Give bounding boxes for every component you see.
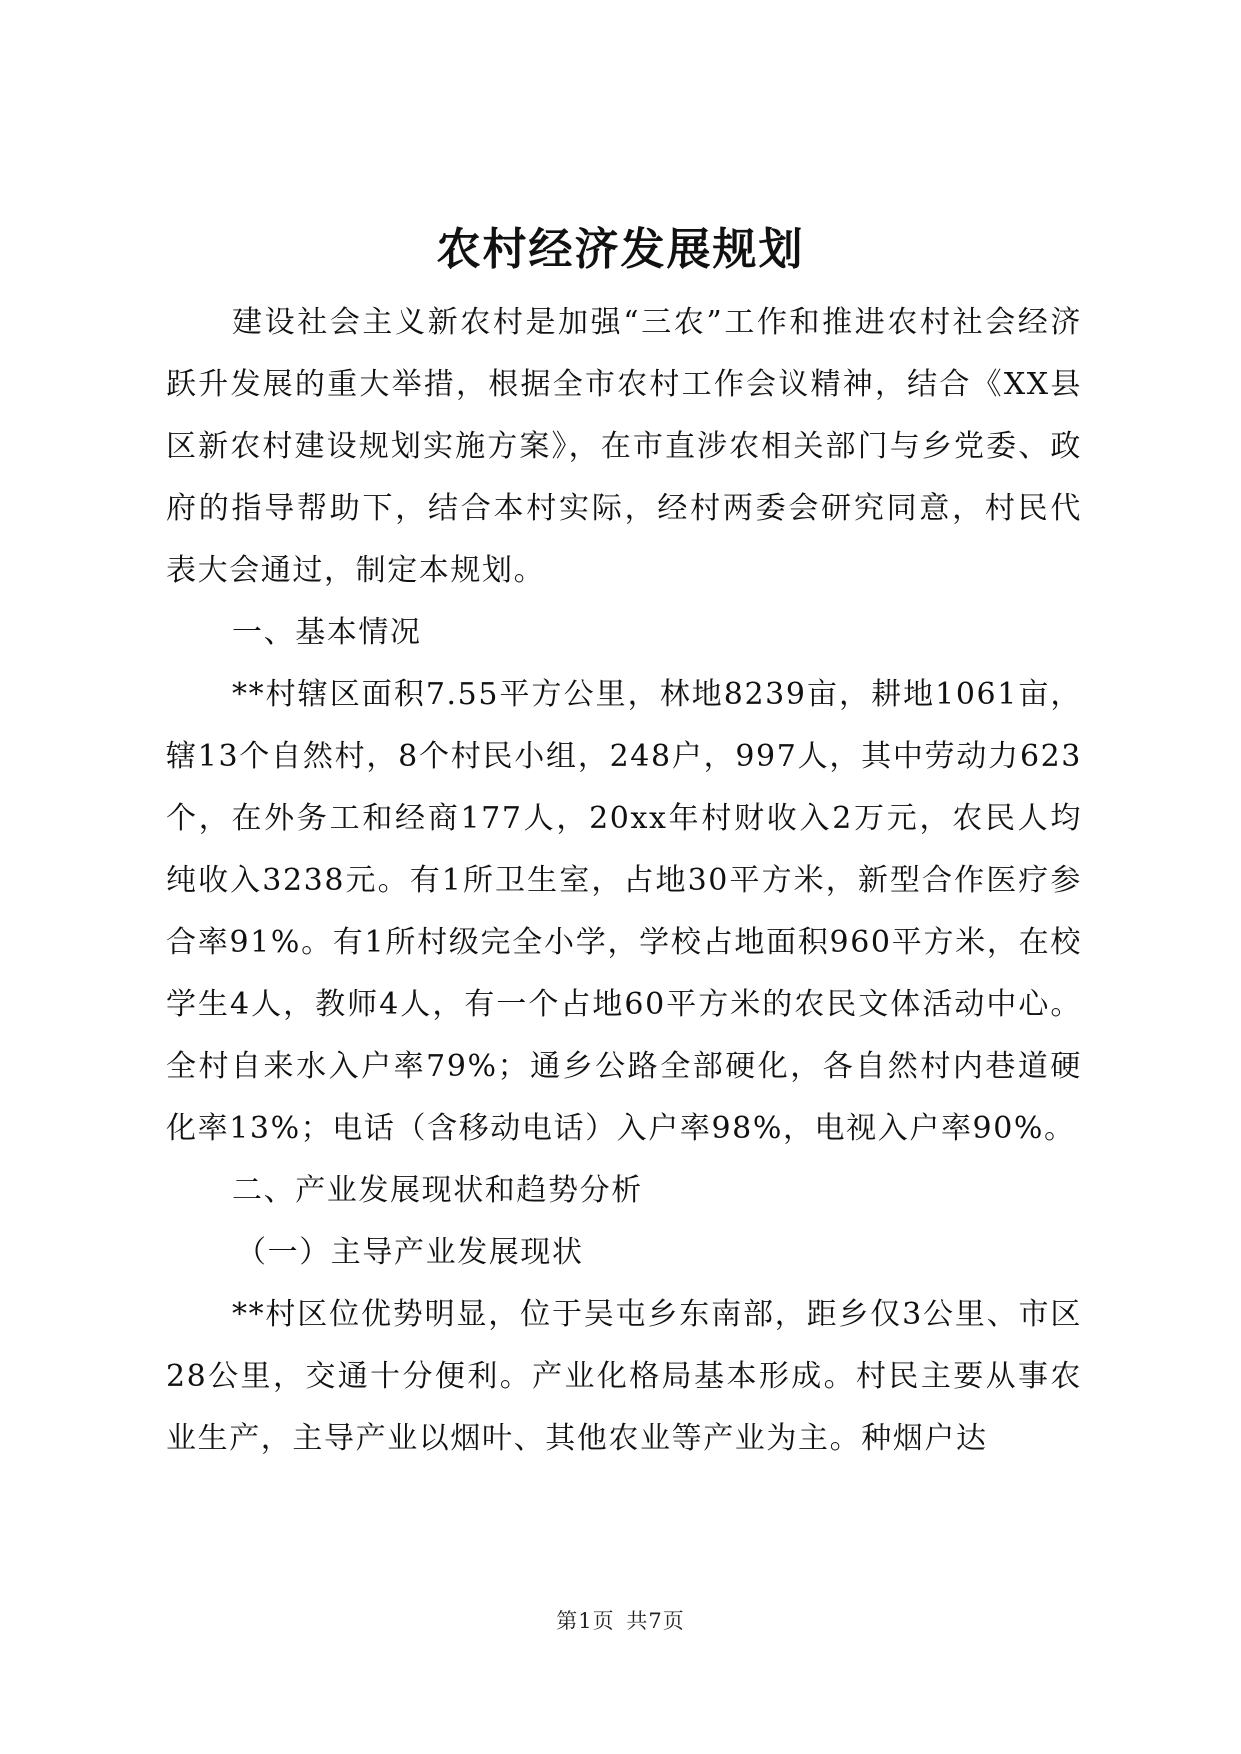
leading-industry-paragraph: **村区位优势明显，位于吴屯乡东南部，距乡仅3公里、市区28公里，交通十分便利。产业化格局基本形成。村民主要从事农业生产，主导产业以烟叶、其他农业等产业为主。种烟户达 [166, 1297, 1082, 1456]
page-total: 共7页 [626, 1609, 685, 1633]
document-body [166, 292, 1082, 1470]
intro-paragraph: 建设社会主义新农村是加强“三农”工作和推进农村社会经济跃升发展的重大举措，根据全市农村工作会议精神，结合《XX县区新农村建设规划实施方案》，在市直涉农相关部门与乡党委、政府的指导帮助下，结合本村实际，经村两委会研究同意，村民代表大会通过，制定本规划。 [166, 305, 1082, 588]
page-footer [0, 1606, 1241, 1636]
page-number: 第1页 [556, 1609, 615, 1633]
basic-situation-paragraph: **村辖区面积7.55平方公里，林地8239亩，耕地1061亩，辖13个自然村，8个村民小组，248户，997人，其中劳动力623个，在外务工和经商177人，20xx年村财收入2万元，农民人均纯收入3238元。有1所卫生室，占地30平方米，新型合作医疗参合率91%。有1所村级完全小学，学校占地面积960平方米，在校学生4人，教师4人，有一个占地60平方米的农民文体活动中心。全村自来水入户率79%；通乡公路全部硬化，各自然村内巷道硬化率13%；电话（含移动电话）入户率98%，电视入户率90%。 [166, 677, 1082, 1146]
document-title: 农村经济发展规划 [436, 224, 805, 275]
subsection-heading-leading-industry: （一）主导产业发展现状 [236, 1235, 584, 1270]
section-heading-basic-situation: 一、基本情况 [232, 615, 422, 650]
section-heading-industry-analysis: 二、产业发展现状和趋势分析 [232, 1173, 643, 1208]
